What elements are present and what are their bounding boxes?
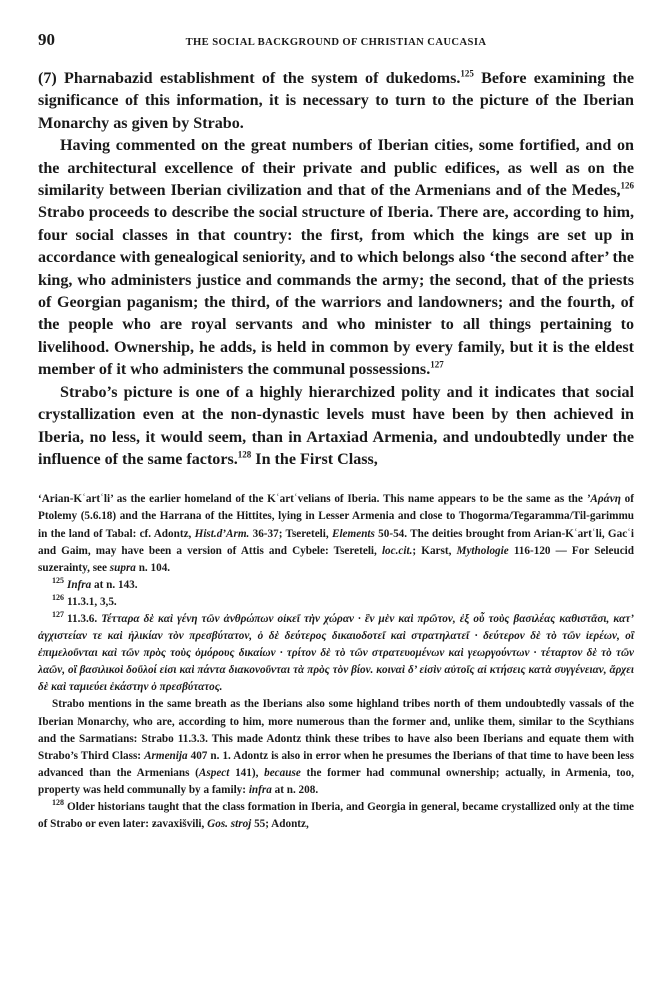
page-header	[38, 30, 634, 56]
footnote-ref-128[interactable]: 128	[237, 449, 252, 460]
footnote-126: $^{126}$ 11.3.1, 3,5.	[52, 593, 117, 608]
footnote-ref-125[interactable]: 125	[460, 68, 474, 79]
footnote-ref-127[interactable]: 127	[430, 359, 444, 370]
footnote-continued: ‘Arian-Kʿartʿli’ as the earlier homeland of the Kʿartʿvelians of Iberia. This name appears to be the same as the ’Αράνη of Ptolemy (5.6.18) and the Harrana of the Hittites, lying in Lesser Armenia and close to Thogorma/Tegaramma/Til-garimmu in the land of Tabal: cf. Adontz, Hist.d’Arm. 36-37; Tsereteli, Elements 50-54. The deities brought from Arian-Kʿartʿli, Gacʿi and Gaim, may have been a version of Attis and Cybele: Tsereteli, loc.cit.; Karst, Mythologie 116-120 — For Seleucid suzerainty, see supra n. 104.	[38, 493, 634, 574]
page-number: 90	[38, 30, 55, 49]
footnote-ref-126[interactable]: 126	[620, 180, 634, 191]
main-text	[38, 68, 634, 471]
running-title: THE SOCIAL BACKGROUND OF CHRISTIAN CAUCASIA	[185, 37, 487, 48]
paragraph-2: Having commented on the great numbers of Iberian cities, some fortified, and on the architectural excellence of their private and public edifices, as well as on the similarity between Iberian civilization and that of the Armenians and of the Medes,$^{126}$ Strabo proceeds to describe the social structure of Iberia. There are, according to him, four social classes in that country: the first, from which the kings are set up in accordance with genealogical seniority, and to which belongs also ‘the second after’ the king, who administers justice and commands the army; the second, that of the priests of Georgian paganism; the third, of the warriors and landowners; and the fourth, of the people who are royal servants and who minister to all things pertaining to livelihood. Ownership, he adds, is held in common by every family, but it is the eldest member of it who administers the communal possessions.$^{127}$	[38, 137, 634, 379]
footnote-127: $^{127}$ 11.3.6. Τέτταρα δὲ καὶ γένη τῶν ἀνθρώπων οἰκεῖ τὴν χώραν · ἓν μὲν καὶ πρῶτον, ἐξ οὗ τοὺς βασιλέας καθιστᾶσι, κατ’ ἀγχιστείαν τε καὶ ἡλικίαν τὸν πρεσβύτατον, ὁ δὲ δεύτερος δικαιοδοτεῖ καὶ στρατηλατεῖ · δεύτερον δὲ τὸ τῶν ἱερέων, οἳ ἐπιμελοῦνται καὶ τῶν πρὸς τοὺς ὁμόρους δικαίων · τρίτον δὲ τὸ τῶν στρατευομένων καὶ γεωργούντων · τέταρτον δὲ τὸ τῶν λαῶν, οἳ βασιλικοὶ δοῦλοί εἰσι καὶ πάντα διακονοῦνται τὰ πρὸς τὸν βίον. κοιναὶ δ’ εἰσὶν αὐτοῖς αἱ κτήσεις κατὰ συγγένειαν, ἄρχει δὲ καὶ ταμιεύει ἑκάστην ὁ πρεσβύτατος.	[38, 610, 634, 694]
footnote-127-strabo: Strabo mentions in the same breath as the Iberians also some highland tribes north of them undoubtedly vassals of the Iberian Monarchy, who are, according to him, more numerous than the former and, unlike them, similar to the Scythians and the Sarmatians: Strabo 11.3.3. This made Adontz think these tribes to have also been Iberians and equate them with Strabo’s Third Class: Armenija 407 n. 1. Adontz is also in error when he presumes the Iberians of that time to have been less advanced than the Armenians (Aspect 141), because the former had communal ownership; actually, in Armenia, too, property was held communally by a family: infra at n. 208.	[38, 698, 635, 796]
paragraph-3: Strabo’s picture is one of a highly hierarchized polity and it indicates that social crystallization even at the non-dynastic levels must have been by then achieved in Iberia, no less, it would seem, than in Artaxiad Armenia, and undoubtedly under the influence of the same factors.$^{128}$ In the First Class,	[38, 383, 634, 468]
page	[38, 30, 634, 833]
footnote-128: $^{128}$ Older historians taught that the class formation in Iberia, and Georgia in general, became crystallized only at the time of Strabo or even later: ƶavaxišvili, Gos. stroj 55; Adontz,	[38, 798, 634, 831]
footnote-125: $^{125}$ Infra at n. 143.	[52, 576, 138, 591]
paragraph-1: (7) Pharnabazid establishment of the system of dukedoms.$^{125}$ Before examining the significance of this information, it is necessary to turn to the picture of the Iberian Monarchy as given by Strabo.	[38, 68, 634, 132]
footnotes	[38, 491, 634, 833]
